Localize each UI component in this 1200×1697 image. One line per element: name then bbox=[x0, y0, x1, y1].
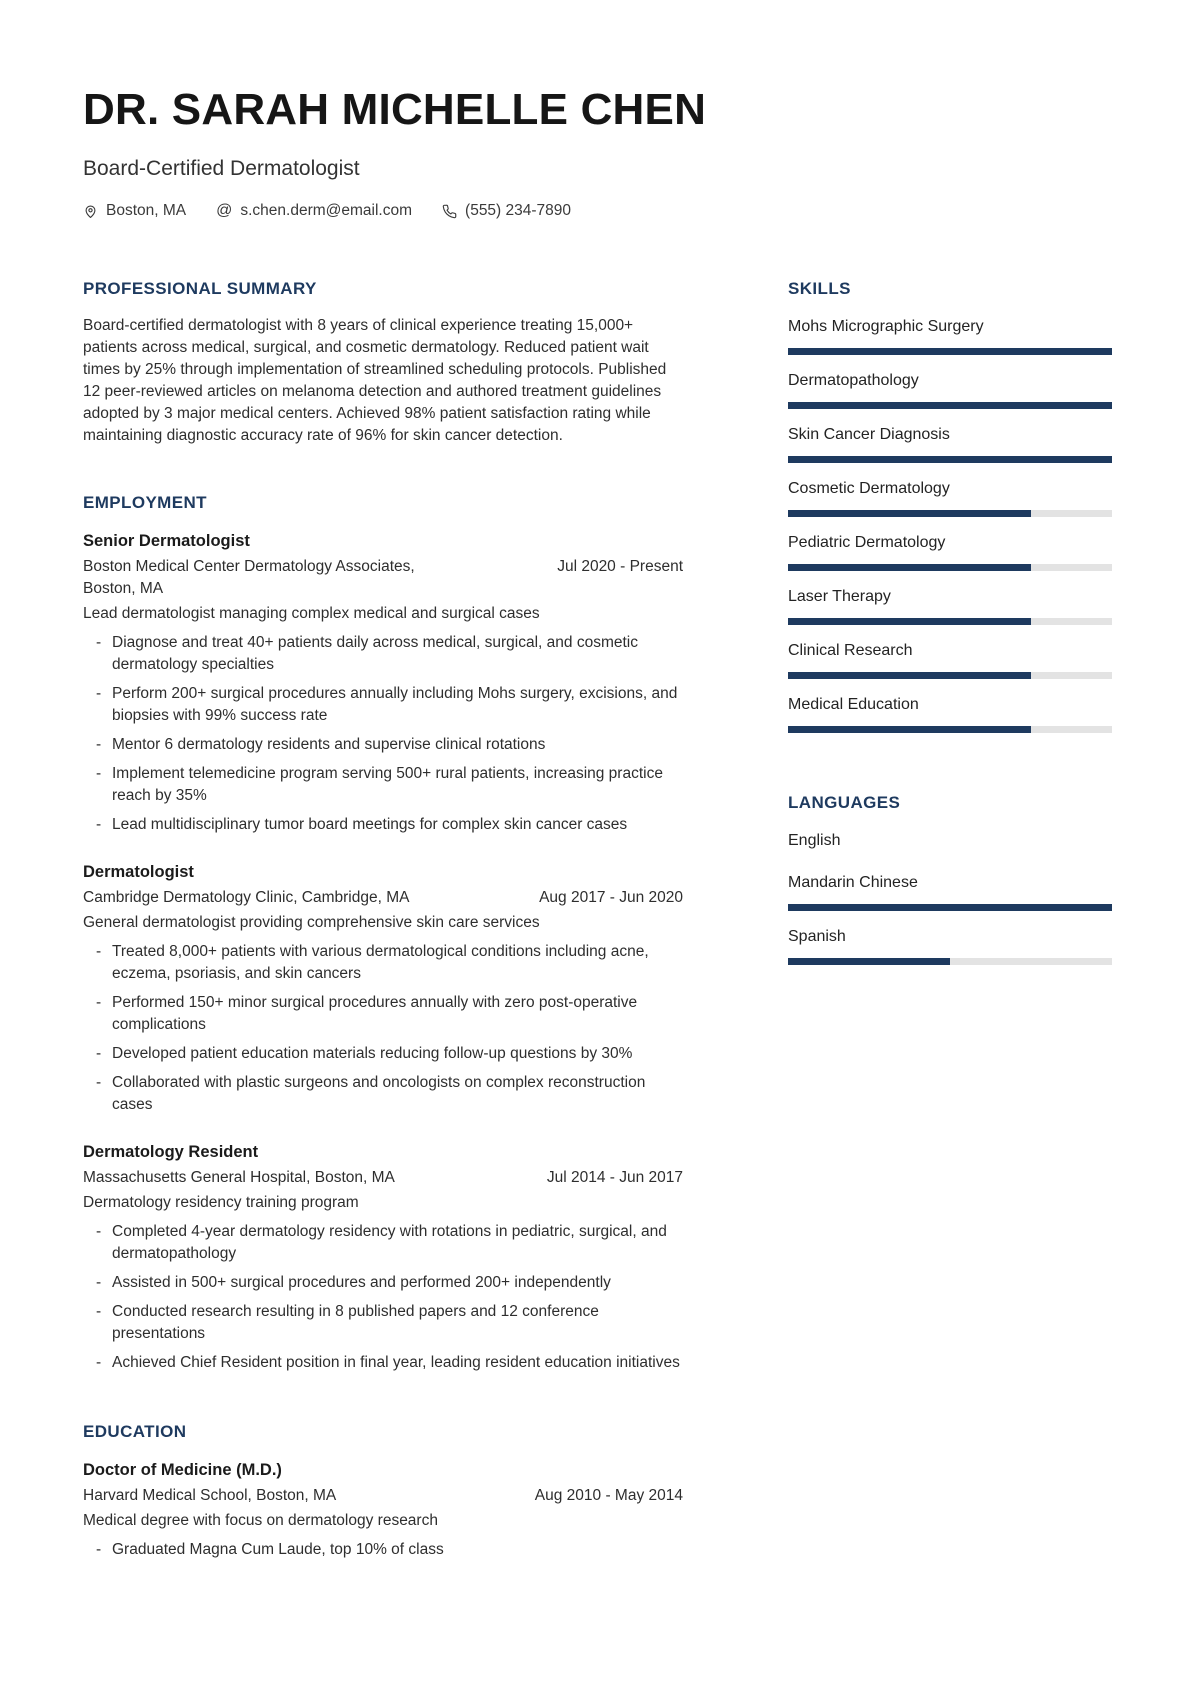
job-bullet: - Lead multidisciplinary tumor board meetings for complex skin cancer cases bbox=[83, 814, 683, 836]
job-dates: Aug 2010 - May 2014 bbox=[534, 1487, 683, 1504]
job-meta bbox=[83, 887, 683, 909]
meter-label: Mohs Micrographic Surgery bbox=[788, 318, 984, 335]
job-description: General dermatologist providing comprehensive skin care services bbox=[83, 914, 540, 931]
job-bullets bbox=[83, 941, 683, 1116]
job-dates: Jul 2020 - Present bbox=[557, 558, 683, 575]
contact-phone-text: (555) 234-7890 bbox=[465, 202, 572, 219]
job-title: Dermatologist bbox=[83, 863, 194, 881]
meter-label: Skin Cancer Diagnosis bbox=[788, 426, 950, 443]
resume-header bbox=[83, 85, 1112, 220]
job-dates: Jul 2014 - Jun 2017 bbox=[546, 1169, 683, 1186]
job-bullet: - Conducted research resulting in 8 published papers and 12 conference presentations bbox=[83, 1301, 683, 1345]
contact-email-text: s.chen.derm@email.com bbox=[240, 202, 413, 219]
meter-track bbox=[788, 348, 1112, 355]
at-sign-icon bbox=[216, 202, 232, 220]
meter-track bbox=[788, 402, 1112, 409]
section-education bbox=[83, 1422, 683, 1561]
meter-track bbox=[788, 672, 1112, 679]
meter-fill bbox=[788, 672, 1031, 679]
meter-label: Cosmetic Dermatology bbox=[788, 480, 950, 497]
contact-location-text: Boston, MA bbox=[106, 202, 187, 219]
meter-track bbox=[788, 456, 1112, 463]
contact-phone bbox=[442, 202, 571, 220]
meter-fill bbox=[788, 348, 1112, 355]
meter-label: Dermatopathology bbox=[788, 372, 919, 389]
meter-label: Medical Education bbox=[788, 696, 919, 713]
person-title: Board-Certified Dermatologist bbox=[83, 157, 360, 180]
job-entry bbox=[83, 1142, 683, 1374]
meter-fill bbox=[788, 402, 1112, 409]
meter-fill bbox=[788, 510, 1031, 517]
right-column bbox=[788, 279, 1112, 981]
contact-location bbox=[83, 202, 186, 220]
job-dates: Aug 2017 - Jun 2020 bbox=[539, 889, 683, 906]
meter-track bbox=[788, 564, 1112, 571]
meter-fill bbox=[788, 958, 950, 965]
meter-label: English bbox=[788, 832, 841, 849]
job-bullet: - Collaborated with plastic surgeons and oncologists on complex reconstruction cases bbox=[83, 1072, 683, 1116]
jobs-list bbox=[83, 531, 683, 1374]
contact-row bbox=[83, 202, 1112, 220]
section-employment bbox=[83, 493, 683, 1374]
employment-heading: EMPLOYMENT bbox=[83, 493, 207, 512]
job-bullets bbox=[83, 1539, 683, 1561]
map-pin-icon bbox=[83, 204, 98, 219]
section-summary bbox=[83, 279, 683, 447]
education-heading: EDUCATION bbox=[83, 1422, 187, 1441]
meter-fill bbox=[788, 618, 1031, 625]
summary-heading: PROFESSIONAL SUMMARY bbox=[83, 279, 317, 298]
job-description: Dermatology residency training program bbox=[83, 1194, 359, 1211]
job-title: Dermatology Resident bbox=[83, 1143, 259, 1161]
job-meta bbox=[83, 1485, 683, 1507]
meter-track bbox=[788, 510, 1112, 517]
education-list bbox=[83, 1460, 683, 1561]
job-bullets bbox=[83, 632, 683, 836]
job-meta bbox=[83, 1167, 683, 1189]
meter-label: Spanish bbox=[788, 928, 846, 945]
job-title: Senior Dermatologist bbox=[83, 532, 250, 550]
skill-item bbox=[788, 317, 1112, 355]
meter-label: Pediatric Dermatology bbox=[788, 534, 946, 551]
job-bullet: - Mentor 6 dermatology residents and supervise clinical rotations bbox=[83, 734, 683, 756]
job-bullet: - Developed patient education materials reducing follow-up questions by 30% bbox=[83, 1043, 683, 1065]
job-bullet: - Diagnose and treat 40+ patients daily across medical, surgical, and cosmetic dermatology specialties bbox=[83, 632, 683, 676]
job-entry bbox=[83, 531, 683, 836]
meter-track bbox=[788, 958, 1112, 965]
skill-item bbox=[788, 479, 1112, 517]
languages-heading: LANGUAGES bbox=[788, 793, 901, 812]
job-company: Boston Medical Center Dermatology Associates, Boston, MA bbox=[83, 558, 415, 597]
job-company: Cambridge Dermatology Clinic, Cambridge, MA bbox=[83, 889, 410, 906]
meter-track bbox=[788, 618, 1112, 625]
language-item bbox=[788, 873, 1112, 911]
skill-item bbox=[788, 695, 1112, 733]
phone-icon bbox=[442, 204, 457, 219]
job-title: Doctor of Medicine (M.D.) bbox=[83, 1461, 282, 1479]
person-name: DR. SARAH MICHELLE CHEN bbox=[83, 85, 707, 134]
languages-list bbox=[788, 831, 1112, 965]
job-bullet: - Implement telemedicine program serving 500+ rural patients, increasing practice reach by 35% bbox=[83, 763, 683, 807]
skill-item bbox=[788, 587, 1112, 625]
meter-label: Clinical Research bbox=[788, 642, 913, 659]
job-bullet: - Treated 8,000+ patients with various dermatological conditions including acne, eczema, psoriasis, and skin cancers bbox=[83, 941, 683, 985]
job-bullet: - Performed 150+ minor surgical procedures annually with zero post-operative complications bbox=[83, 992, 683, 1036]
job-description: Lead dermatologist managing complex medical and surgical cases bbox=[83, 605, 540, 622]
job-company: Massachusetts General Hospital, Boston, MA bbox=[83, 1169, 395, 1186]
meter-fill bbox=[788, 904, 1112, 911]
meter-track bbox=[788, 726, 1112, 733]
job-meta bbox=[83, 556, 683, 600]
section-languages bbox=[788, 793, 1112, 965]
skill-item bbox=[788, 641, 1112, 679]
skills-list bbox=[788, 317, 1112, 733]
job-bullet: - Completed 4-year dermatology residency with rotations in pediatric, surgical, and dermatopathology bbox=[83, 1221, 683, 1265]
job-bullet: - Achieved Chief Resident position in final year, leading resident education initiatives bbox=[83, 1352, 683, 1374]
job-bullet: - Perform 200+ surgical procedures annually including Mohs surgery, excisions, and biopsies with 99% success rate bbox=[83, 683, 683, 727]
job-description: Medical degree with focus on dermatology research bbox=[83, 1512, 438, 1529]
summary-text: Board-certified dermatologist with 8 years of clinical experience treating 15,000+ patients across medical, surgical, and cosmetic dermatology. Reduced patient wait times by 25% through implementation of streamlined scheduling protocols. Published 12 peer-reviewed articles on melanoma detection and authored treatment guidelines adopted by 3 major medical centers. Achieved 98% patient satisfaction rating while maintaining diagnostic accuracy rate of 96% for skin cancer detection. bbox=[83, 317, 667, 444]
language-item bbox=[788, 831, 1112, 850]
skill-item bbox=[788, 533, 1112, 571]
resume-body bbox=[83, 279, 1112, 1568]
meter-fill bbox=[788, 726, 1031, 733]
job-entry bbox=[83, 862, 683, 1116]
meter-track bbox=[788, 904, 1112, 911]
language-item bbox=[788, 927, 1112, 965]
job-company: Harvard Medical School, Boston, MA bbox=[83, 1487, 337, 1504]
meter-label: Mandarin Chinese bbox=[788, 874, 918, 891]
meter-fill bbox=[788, 456, 1112, 463]
skill-item bbox=[788, 371, 1112, 409]
job-entry bbox=[83, 1460, 683, 1561]
contact-email bbox=[216, 202, 412, 220]
skills-heading: SKILLS bbox=[788, 279, 851, 298]
left-column bbox=[83, 279, 683, 1568]
job-bullet: - Assisted in 500+ surgical procedures and performed 200+ independently bbox=[83, 1272, 683, 1294]
section-skills bbox=[788, 279, 1112, 733]
meter-label: Laser Therapy bbox=[788, 588, 891, 605]
meter-fill bbox=[788, 564, 1031, 571]
job-bullets bbox=[83, 1221, 683, 1374]
job-bullet: - Graduated Magna Cum Laude, top 10% of class bbox=[83, 1539, 683, 1561]
skill-item bbox=[788, 425, 1112, 463]
